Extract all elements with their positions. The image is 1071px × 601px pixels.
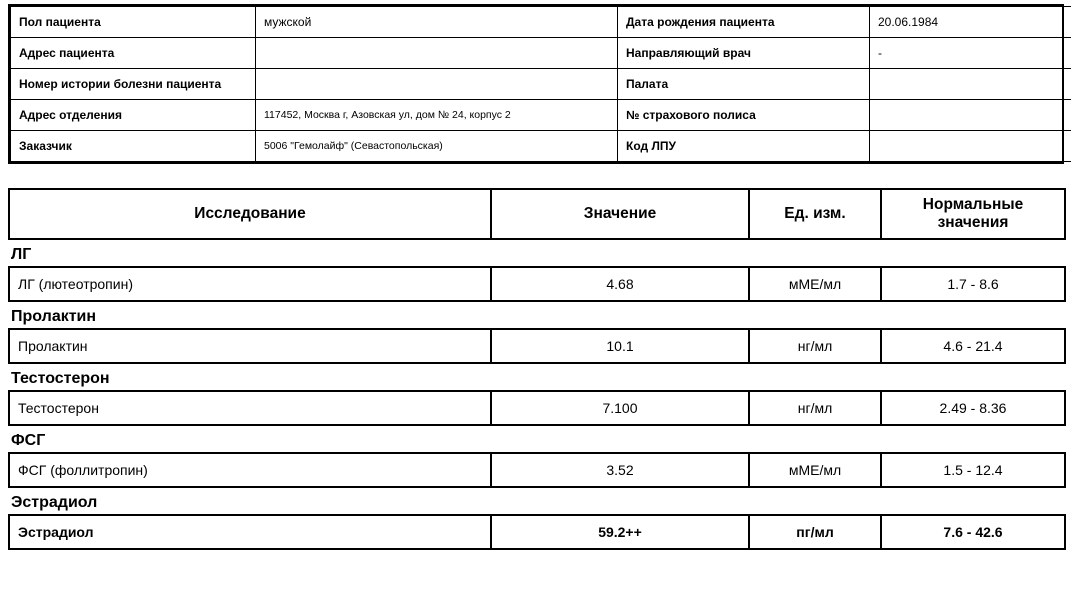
label-customer: Заказчик	[11, 131, 256, 162]
label-patient-birthdate: Дата рождения пациента	[618, 7, 870, 38]
patient-info-table	[10, 6, 1071, 162]
group-heading-row	[9, 487, 1065, 515]
test-name: ЛГ (лютеотропин)	[9, 267, 491, 301]
test-unit: пг/мл	[749, 515, 881, 549]
group-title: Пролактин	[11, 308, 97, 325]
column-header-test: Исследование	[9, 189, 491, 239]
column-header-norm-line2: значения	[937, 214, 1009, 231]
results-header-row	[9, 189, 1065, 239]
table-row	[11, 7, 1071, 38]
test-norm: 2.49 - 8.36	[881, 391, 1065, 425]
test-name: Тестостерон	[9, 391, 491, 425]
label-patient-address: Адрес пациента	[11, 38, 256, 69]
test-value: 7.100	[491, 391, 749, 425]
results-table	[8, 188, 1066, 550]
group-heading-row	[9, 425, 1065, 453]
group-heading-row	[9, 239, 1065, 267]
test-unit: мМЕ/мл	[749, 267, 881, 301]
value-patient-address	[256, 38, 618, 69]
column-header-unit: Ед. изм.	[749, 189, 881, 239]
column-header-norm-line1: Нормальные	[922, 196, 1024, 214]
value-patient-sex: мужской	[256, 7, 618, 38]
group-title: ЛГ	[11, 246, 32, 263]
table-row	[9, 267, 1065, 301]
table-row	[9, 515, 1065, 549]
test-value: 59.2++	[491, 515, 749, 549]
label-insurance-policy: № страхового полиса	[618, 100, 870, 131]
group-title: Эстрадиол	[11, 494, 98, 511]
value-department-address: 117452, Москва г, Азовская ул, дом № 24, корпус 2	[256, 100, 618, 131]
label-referring-doctor: Направляющий врач	[618, 38, 870, 69]
value-patient-birthdate: 20.06.1984	[870, 7, 1071, 38]
value-referring-doctor: -	[870, 38, 1071, 69]
test-unit: нг/мл	[749, 329, 881, 363]
value-customer: 5006 "Гемолайф" (Севастопольская)	[256, 131, 618, 162]
group-title: Тестостерон	[11, 370, 110, 387]
label-patient-sex: Пол пациента	[11, 7, 256, 38]
test-value: 10.1	[491, 329, 749, 363]
test-name: ФСГ (фоллитропин)	[9, 453, 491, 487]
table-row	[11, 131, 1071, 162]
test-value: 4.68	[491, 267, 749, 301]
value-case-history-number	[256, 69, 618, 100]
results-block	[8, 188, 1064, 550]
table-row	[9, 391, 1065, 425]
table-row	[11, 69, 1071, 100]
table-row	[9, 329, 1065, 363]
test-norm: 1.7 - 8.6	[881, 267, 1065, 301]
test-value: 3.52	[491, 453, 749, 487]
test-unit: мМЕ/мл	[749, 453, 881, 487]
column-header-value: Значение	[491, 189, 749, 239]
patient-info-block	[8, 4, 1064, 164]
value-ward	[870, 69, 1071, 100]
table-row	[11, 100, 1071, 131]
group-heading-row	[9, 363, 1065, 391]
test-name: Пролактин	[9, 329, 491, 363]
test-norm: 7.6 - 42.6	[881, 515, 1065, 549]
label-case-history-number: Номер истории болезни пациента	[11, 69, 256, 100]
value-insurance-policy	[870, 100, 1071, 131]
group-title: ФСГ	[11, 432, 46, 449]
test-name: Эстрадиол	[9, 515, 491, 549]
table-row	[11, 38, 1071, 69]
test-norm: 4.6 - 21.4	[881, 329, 1065, 363]
column-header-norm	[881, 189, 1065, 239]
value-lpu-code	[870, 131, 1071, 162]
group-heading-row	[9, 301, 1065, 329]
label-department-address: Адрес отделения	[11, 100, 256, 131]
label-lpu-code: Код ЛПУ	[618, 131, 870, 162]
test-unit: нг/мл	[749, 391, 881, 425]
test-norm: 1.5 - 12.4	[881, 453, 1065, 487]
label-ward: Палата	[618, 69, 870, 100]
table-row	[9, 453, 1065, 487]
